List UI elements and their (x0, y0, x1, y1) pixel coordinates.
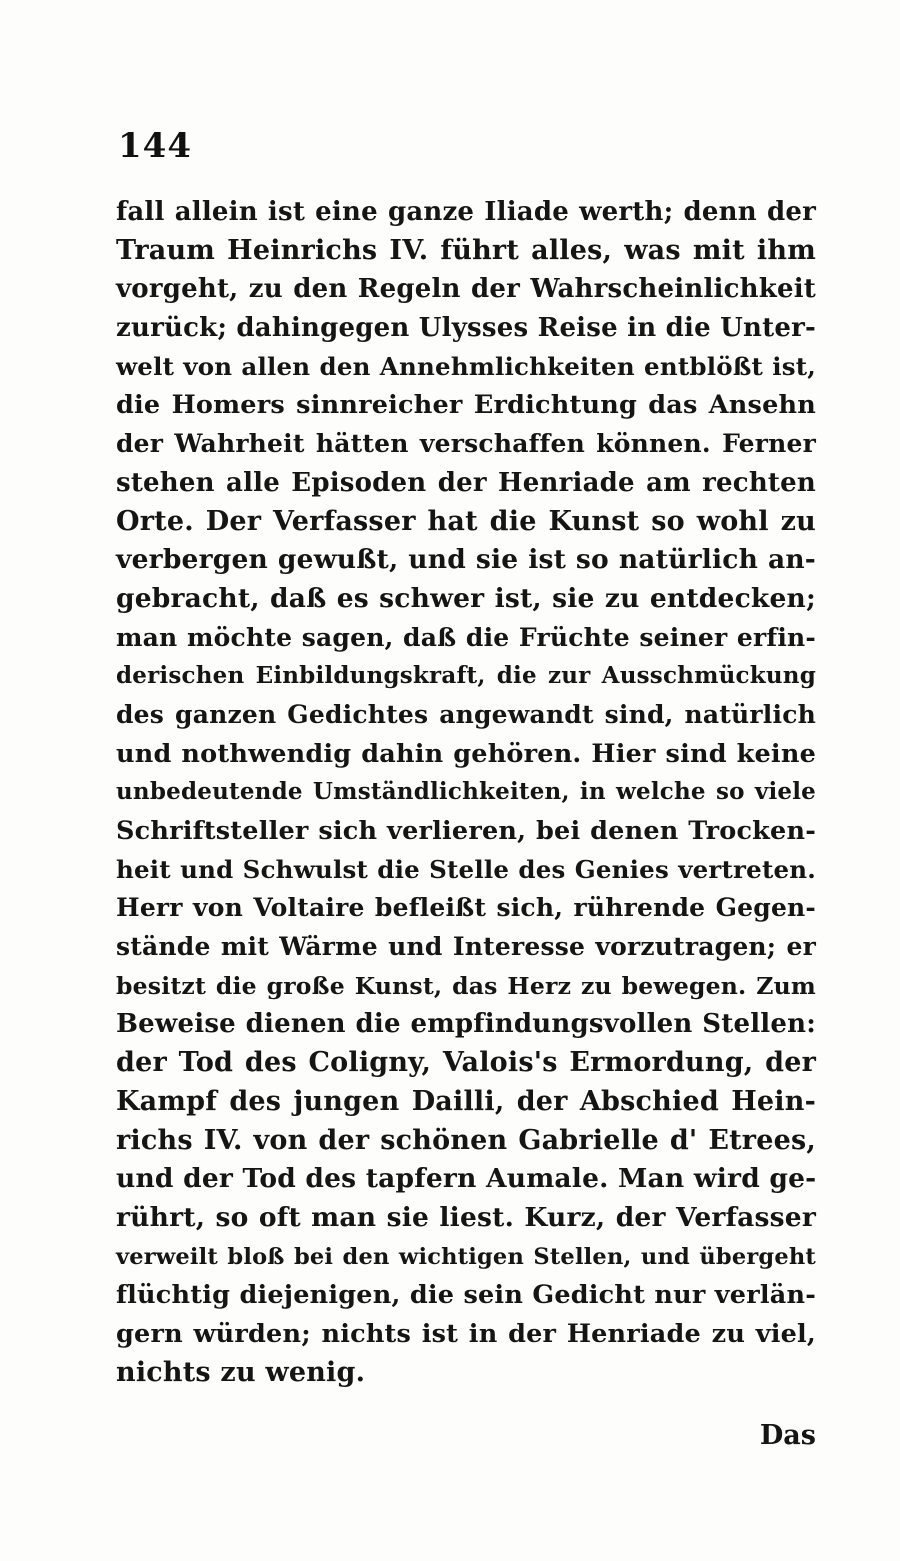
text-line: der Tod des Coligny, Valois's Ermordung, der (116, 1047, 816, 1079)
text-line: Beweise dienen die empfindungsvollen Stellen: (116, 1009, 816, 1040)
text-line: Orte. Der Verfasser hat die Kunst so wohl zu (116, 505, 816, 537)
text-line-final: nichts zu wenig. (116, 1356, 366, 1388)
text-line: die Homers sinnreicher Erdichtung das Ansehn (116, 390, 816, 421)
text-line: und der Tod des tapfern Aumale. Man wird ge- (116, 1163, 817, 1195)
text-line: stände mit Wärme und Interesse vorzutragen; er (116, 932, 816, 962)
text-line: Herr von Voltaire befleißt sich, rührende Gegen- (116, 893, 816, 923)
text-line: vorgeht, zu den Regeln der Wahrscheinlichkeit (116, 274, 816, 305)
text-line: Schriftsteller sich verlieren, bei denen Trocken- (116, 816, 816, 846)
catchword: Das (759, 1420, 816, 1451)
body-text (116, 193, 816, 1392)
text-line: und nothwendig dahin gehören. Hier sind keine (116, 738, 816, 769)
text-line: welt von allen den Annehmlichkeiten entblößt ist, (116, 351, 816, 381)
text-line: des ganzen Gedichtes angewandt sind, natürlich (116, 699, 816, 729)
text-line: gebracht, daß es schwer ist, sie zu entdecken; (116, 582, 816, 614)
text-line: unbedeutende Umständlichkeiten, in welche so viele (116, 778, 816, 806)
text-line: besitzt die große Kunst, das Herz zu bewegen. Zum (116, 971, 816, 1000)
text-line: rührt, so oft man sie liest. Kurz, der Verfasser (116, 1201, 816, 1233)
text-line: derischen Einbildungskraft, die zur Ausschmückung (116, 662, 816, 690)
text-line: verbergen gewußt, und sie ist so natürlich an- (116, 544, 816, 576)
text-line: richs IV. von der schönen Gabrielle d' Etrees, (116, 1124, 816, 1156)
text-line: verweilt bloß bei den wichtigen Stellen, und übergeht (116, 1243, 816, 1270)
text-line: heit und Schwulst die Stelle des Genies vertreten. (116, 854, 816, 884)
text-line: zurück; dahingegen Ulysses Reise in die Unter- (116, 313, 816, 344)
text-line: gern würden; nichts ist in der Henriade zu viel, (116, 1318, 816, 1349)
text-line: stehen alle Episoden der Henriade am rechten (116, 467, 816, 498)
text-line: man möchte sagen, daß die Früchte seiner erfin- (116, 622, 816, 652)
text-line: fall allein ist eine ganze Iliade werth; denn der (116, 197, 816, 227)
text-line: flüchtig diejenigen, die sein Gedicht nur verlän- (116, 1280, 816, 1311)
page-number: 144 (118, 126, 192, 166)
text-line: der Wahrheit hätten verschaffen können. Ferner (116, 429, 816, 459)
text-line: Kampf des jungen Dailli, der Abschied Hein- (116, 1085, 816, 1117)
text-line: Traum Heinrichs IV. führt alles, was mit ihm (116, 234, 816, 266)
